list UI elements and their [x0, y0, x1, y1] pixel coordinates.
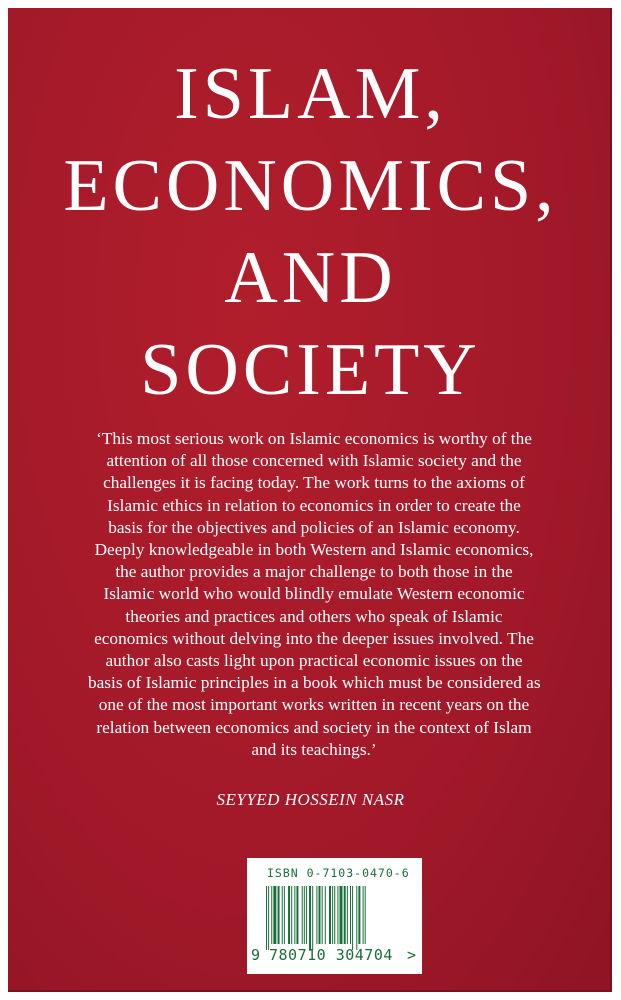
- isbn-barcode-panel: [247, 858, 422, 974]
- barcode-bar: [363, 886, 364, 944]
- title-line: AND: [224, 237, 397, 319]
- barcode-bar: [325, 886, 326, 944]
- quote-line: author also casts light upon practical economic issues on the: [105, 651, 523, 671]
- barcode-bar: [306, 886, 307, 944]
- barcode-bar: [358, 886, 360, 944]
- barcode-bar: [316, 886, 317, 944]
- barcode-bar: [309, 886, 311, 950]
- quote-line: theories and practices and others who speak of Islamic: [125, 606, 503, 626]
- barcode-bar: [356, 886, 357, 950]
- quote-line: challenges it is facing today. The work turns to the axioms of: [103, 473, 525, 493]
- quote-attribution: SEYYED HOSSEIN NASR: [216, 790, 405, 809]
- quote-line: Islamic ethics in relation to economics in order to create the: [107, 495, 521, 515]
- barcode-bar: [294, 886, 295, 944]
- barcode-bar: [296, 886, 298, 944]
- barcode-number: 780710 304704: [269, 946, 393, 964]
- barcode-bar: [329, 886, 331, 944]
- quote-line: one of the most important works written in recent years on the: [98, 695, 530, 715]
- barcode-bar: [352, 886, 353, 950]
- barcode-bar: [332, 886, 333, 944]
- barcode-bar: [350, 886, 351, 944]
- isbn-label: ISBN 0-7103-0470-6: [267, 866, 410, 880]
- barcode-bar: [347, 886, 348, 944]
- barcode-bar: [302, 886, 303, 944]
- barcode-bar: [268, 886, 269, 950]
- barcode-lead-digit: 9: [251, 946, 261, 964]
- quote-line: Islamic world who would blindly emulate Western economic: [103, 584, 525, 604]
- quote-line: Deeply knowledgeable in both Western and Islamic economics,: [94, 540, 534, 560]
- barcode-bar: [271, 886, 272, 944]
- title-line: ECONOMICS,: [63, 145, 558, 227]
- barcode-bar: [334, 886, 335, 944]
- barcode-bar: [278, 886, 280, 944]
- barcode-bar: [322, 886, 323, 944]
- quote-line: basis of Islamic principles in a book which must be considered as: [88, 673, 541, 693]
- book-title: [0, 48, 621, 416]
- barcode-bar: [288, 886, 290, 944]
- quote-line: economics without delving into the deeper issues involved. The: [94, 628, 534, 648]
- title-line: ISLAM,: [174, 53, 447, 135]
- barcode-bar: [266, 886, 267, 950]
- barcode-bar: [365, 886, 366, 944]
- quote-line: attention of all those concerned with Islamic society and the: [106, 451, 522, 471]
- title-line: SOCIETY: [140, 329, 481, 411]
- barcode-bar: [291, 886, 292, 944]
- barcode-bar: [337, 886, 338, 944]
- barcode-bar: [284, 886, 285, 944]
- barcode-bar: [312, 886, 313, 950]
- quote-line: relation between economics and society in the context of Islam: [96, 717, 532, 737]
- barcode-bar: [319, 886, 321, 944]
- quote-line: basis for the objectives and policies of an Islamic economy.: [108, 517, 520, 537]
- barcode-bar: [273, 886, 276, 944]
- review-quote: [88, 428, 540, 761]
- quote-line: and its teachings.’: [251, 739, 377, 759]
- barcode-bar: [340, 886, 343, 944]
- barcode-bar: [304, 886, 305, 944]
- barcode-arrow: >: [407, 946, 417, 964]
- quote-line: ‘This most serious work on Islamic economics is worthy of the: [96, 429, 532, 448]
- barcode-bar: [282, 886, 283, 944]
- quote-line: the author provides a major challenge to both those in the: [115, 562, 513, 582]
- barcode-bar: [344, 886, 346, 944]
- barcode-icon: [265, 886, 411, 950]
